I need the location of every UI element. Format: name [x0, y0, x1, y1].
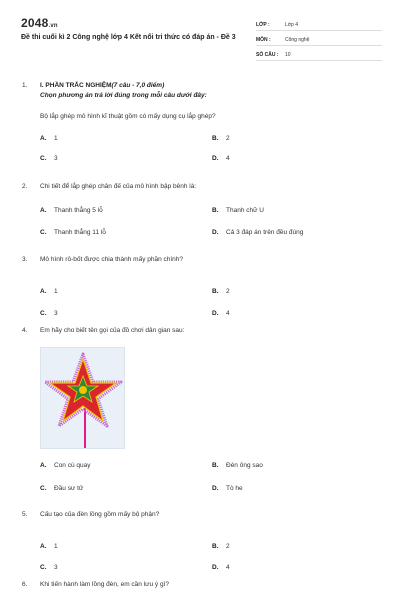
option-letter: C. — [40, 564, 47, 571]
option-b[interactable] — [212, 542, 230, 552]
option-letter: D. — [212, 564, 219, 571]
option-text: 3 — [54, 564, 58, 571]
question-number: 3. — [22, 256, 28, 263]
question-3 — [22, 255, 382, 317]
option-a[interactable] — [40, 461, 91, 471]
option-text: Cả 3 đáp án trên đều đúng — [226, 229, 304, 236]
question-stem — [22, 255, 382, 265]
option-c[interactable] — [40, 228, 106, 238]
meta-value: Công nghệ — [285, 37, 310, 43]
option-letter: B. — [212, 135, 219, 142]
meta-key: SỐ CÂU : — [256, 52, 279, 58]
question-stem — [22, 326, 382, 336]
question-number: 2. — [22, 183, 28, 190]
section-subtitle: (7 câu - 7,0 điểm) — [111, 82, 165, 89]
option-letter: C. — [40, 485, 47, 492]
option-letter: C. — [40, 229, 47, 236]
option-b[interactable] — [212, 206, 264, 216]
question-stem — [22, 510, 382, 520]
option-letter: A. — [40, 207, 47, 214]
option-letter: C. — [40, 155, 47, 162]
question-number-spacer — [22, 112, 40, 122]
option-letter: D. — [212, 310, 219, 317]
option-letter: C. — [40, 310, 47, 317]
option-letter: A. — [40, 543, 47, 550]
option-letter: B. — [212, 462, 219, 469]
option-d[interactable] — [212, 563, 230, 573]
question-4 — [22, 326, 382, 336]
option-text: 1 — [54, 543, 58, 550]
option-text: 1 — [54, 288, 58, 295]
option-letter: D. — [212, 155, 219, 162]
option-text: 4 — [226, 310, 230, 317]
option-letter: B. — [212, 207, 219, 214]
star-lantern-image — [40, 347, 125, 449]
star-lantern-illustration — [41, 348, 126, 450]
option-text: 1 — [54, 135, 58, 142]
option-text: Thanh thẳng 11 lỗ — [54, 229, 106, 236]
section-block — [22, 81, 382, 101]
meta-row-class — [256, 16, 382, 31]
option-text: Đầu sư tử — [54, 485, 84, 492]
question-text: Mô hình rô-bốt được chia thành mấy phần chính? — [40, 256, 184, 263]
option-c[interactable] — [40, 563, 58, 573]
section-title-text: I. PHẦN TRẮC NGHIỆM — [40, 82, 112, 89]
meta-row-count — [256, 46, 382, 61]
option-letter: A. — [40, 135, 47, 142]
option-c[interactable] — [40, 154, 58, 164]
option-d[interactable] — [212, 309, 230, 319]
star-center — [79, 386, 87, 394]
option-d[interactable] — [212, 228, 303, 238]
option-text: 2 — [226, 288, 230, 295]
option-letter: D. — [212, 229, 219, 236]
option-text: Tò he — [226, 485, 243, 492]
question-text: Khi tiến hành làm lồng đèn, em cần lưu ý gì? — [40, 581, 170, 588]
option-c[interactable] — [40, 484, 83, 494]
option-text: 2 — [226, 543, 230, 550]
section-title — [40, 81, 164, 91]
option-b[interactable] — [212, 461, 263, 471]
question-stem — [22, 112, 382, 122]
question-text: Chi tiết để lắp ghép chân đế của mô hình bập bênh là: — [40, 183, 197, 190]
meta-key: MÔN : — [256, 37, 271, 43]
option-text: Con cù quay — [54, 462, 91, 469]
option-letter: A. — [40, 288, 47, 295]
logo-suffix: .vn — [48, 23, 58, 29]
meta-row-subject — [256, 31, 382, 46]
meta-key: LỚP : — [256, 22, 270, 28]
question-number: 6. — [22, 581, 28, 588]
document-meta — [256, 16, 382, 61]
option-c[interactable] — [40, 309, 58, 319]
option-a[interactable] — [40, 206, 103, 216]
question-number: 4. — [22, 327, 28, 334]
option-text: Thanh thẳng 5 lỗ — [54, 207, 103, 214]
question-2 — [22, 182, 382, 236]
section-heading — [22, 81, 382, 91]
document-header — [18, 14, 382, 64]
question-text: Em hãy cho biết tên gọi của đồ chơi dân gian sau: — [40, 327, 185, 334]
question-5 — [22, 510, 382, 571]
question-1 — [22, 112, 382, 162]
site-logo[interactable] — [21, 16, 58, 30]
logo-main: 2048 — [21, 16, 49, 30]
question-number: 1. — [22, 82, 28, 89]
section-instruction: Chọn phương án trả lời đúng trong mỗi câu dưới đây: — [40, 92, 207, 99]
question-number: 5. — [22, 511, 28, 518]
option-text: Thanh chữ U — [226, 207, 264, 214]
option-text: 4 — [226, 155, 230, 162]
option-d[interactable] — [212, 154, 230, 164]
question-6 — [22, 580, 382, 590]
question-stem — [22, 182, 382, 192]
option-letter: D. — [212, 485, 219, 492]
document-title: Đề thi cuối kì 2 Công nghệ lớp 4 Kết nối tri thức có đáp án - Đề 3 — [21, 34, 236, 41]
option-text: 3 — [54, 310, 58, 317]
option-a[interactable] — [40, 287, 58, 297]
option-text: 4 — [226, 564, 230, 571]
question-text: Bộ lắp ghép mô hình kĩ thuật gồm có mấy dụng cụ lắp ghép? — [40, 113, 216, 120]
option-text: 2 — [226, 135, 230, 142]
option-b[interactable] — [212, 134, 230, 144]
question-stem — [22, 580, 382, 590]
option-a[interactable] — [40, 134, 58, 144]
option-letter: A. — [40, 462, 47, 469]
meta-value: Lớp 4 — [285, 22, 299, 28]
option-d[interactable] — [212, 484, 243, 494]
option-b[interactable] — [212, 287, 230, 297]
option-text: Đèn ông sao — [226, 462, 263, 469]
question-text: Cấu tạo của đèn lồng gồm mấy bộ phận? — [40, 511, 160, 518]
option-text: 3 — [54, 155, 58, 162]
option-letter: B. — [212, 288, 219, 295]
option-a[interactable] — [40, 542, 58, 552]
option-letter: B. — [212, 543, 219, 550]
meta-value: 10 — [285, 52, 291, 58]
